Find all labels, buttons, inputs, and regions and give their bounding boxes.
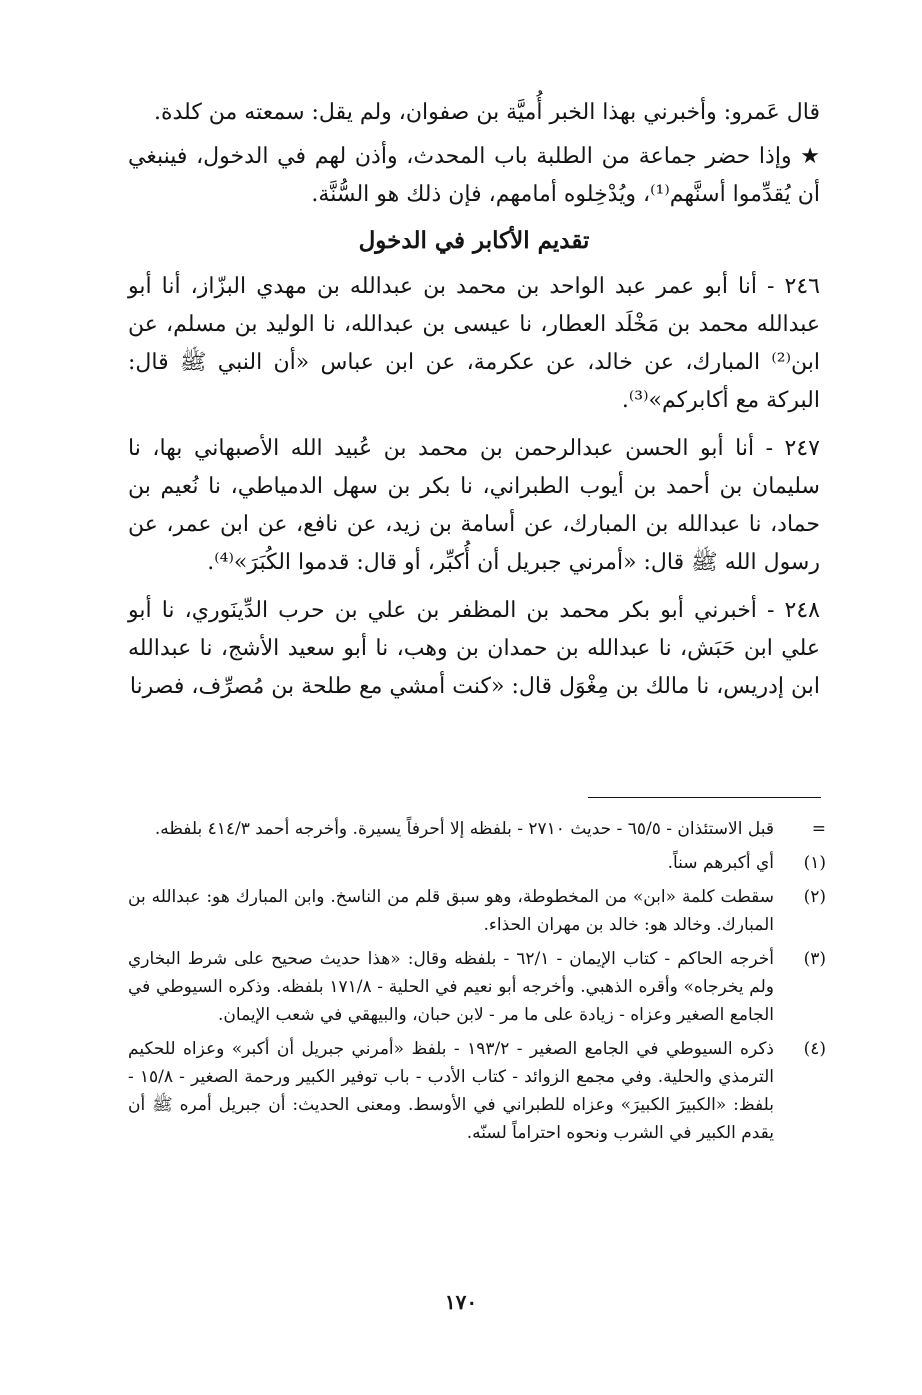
footnote-mark: (٢) [803,887,826,907]
footnote-text: أخرجه الحاكم - كتاب الإيمان - ٦٢/١ - بلفظه وقال: «هذا حديث صحيح على شرط البخاري ولم يخرجاه» وأقره الذهبي. وأخرجه أبو نعيم في الحلية - ١٧١/٨ بلفظه. وذكره السيوطي في الجامع الصغير وعزاه - زيادة على ما مر - لابن حبان، والبيهقي في شعب الإيمان. [128,949,774,1025]
main-text [128,94,820,716]
footnote-text: أي أكبرهم سناً. [667,853,774,873]
footnote-mark: (١) [803,853,826,873]
footnote-mark: = [811,819,826,839]
footnote-text: سقطت كلمة «ابن» من المخطوطة، وهو سبق قلم من الناسخ. وابن المبارك هو: عبدالله بن المبارك. وخالد هو: خالد بن مهران الحذاء. [128,887,774,935]
footnote-2 [128,883,832,939]
footnote-text: ذكره السيوطي في الجامع الصغير - ١٩٣/٢ - بلفظ «أمرني جبريل أن أكبر» وعزاه للحكيم الترمذي والحلية. وفي مجمع الزوائد - كتاب الأدب - باب توفير الكبير ورحمة الصغير - ١٥/٨ - بلفظ: «الكبيرَ الكبيرَ» وعزاه للطبراني في الأوسط. ومعنى الحديث: أن جبريل أمره ﷺ أن يقدم الكبير في الشرب ونحوه احتراماً لسنّه. [128,1039,774,1143]
hadith-246: ٢٤٦ - أنا أبو عمر عبد الواحد بن محمد بن عبدالله بن مهدي البزّاز، أنا أبو عبدالله محمد بن مَخْلَد العطار، نا عيسى بن عبدالله، نا الوليد بن مسلم، عن ابن⁽²⁾ المبارك، عن خالد، عن عكرمة، عن ابن عباس «أن النبي ﷺ قال: البركة مع أكابركم»⁽³⁾. [128,274,820,413]
page-number: ١٧٠ [444,1290,478,1314]
footnote-continuation [128,815,832,843]
hadith-247: ٢٤٧ - أنا أبو الحسن عبدالرحمن بن محمد بن عُبيد الله الأصبهاني بها، نا سليمان بن أحمد بن أيوب الطبراني، نا بكر بن سهل الدمياطي، نا نُعيم بن حماد، نا عبدالله بن المبارك، عن أسامة بن زيد، عن نافع، عن ابن عمر، عن رسول الله ﷺ قال: «أمرني جبريل أن أُكبِّر، أو قال: قدموا الكُبَرَ»⁽⁴⁾. [128,436,820,575]
hadith-248: ٢٤٨ - أخبرني أبو بكر محمد بن المظفر بن علي بن حرب الدِّينَوري، نا أبو علي ابن حَبَش، نا عبدالله بن حمدان بن وهب، نا أبو سعيد الأشج، نا عبدالله ابن إدريس، نا مالك بن مِغْوَل قال: «كنت أمشي مع طلحة بن مُصرِّف، فصرنا [128,598,820,699]
footnote-separator [588,797,821,798]
footnote-mark: (٣) [803,949,826,969]
footnote-3 [128,945,832,1029]
footnote-4 [128,1035,832,1147]
footnote-mark: (٤) [803,1039,826,1059]
section-heading: تقديم الأكابر في الدخول [358,227,590,254]
footnotes [128,815,832,1153]
intro-paragraph-2: ★ وإذا حضر جماعة من الطلبة باب المحدث، وأذن لهم في الدخول، فينبغي أن يُقدِّموا أسنَّهم⁽¹⁾، ويُدْخِلوه أمامهم، فإن ذلك هو السُّنَّة. [128,144,820,207]
intro-paragraph-1: قال عَمرو: وأخبرني بهذا الخبر أُميَّة بن صفوان، ولم يقل: سمعته من كلدة. [153,100,820,125]
footnote-1 [128,849,832,877]
footnote-text: قبل الاستئذان - ٦٥/٥ - حديث ٢٧١٠ - بلفظه إلا أحرفاً يسيرة. وأخرجه أحمد ٤١٤/٣ بلفظه. [154,819,774,839]
